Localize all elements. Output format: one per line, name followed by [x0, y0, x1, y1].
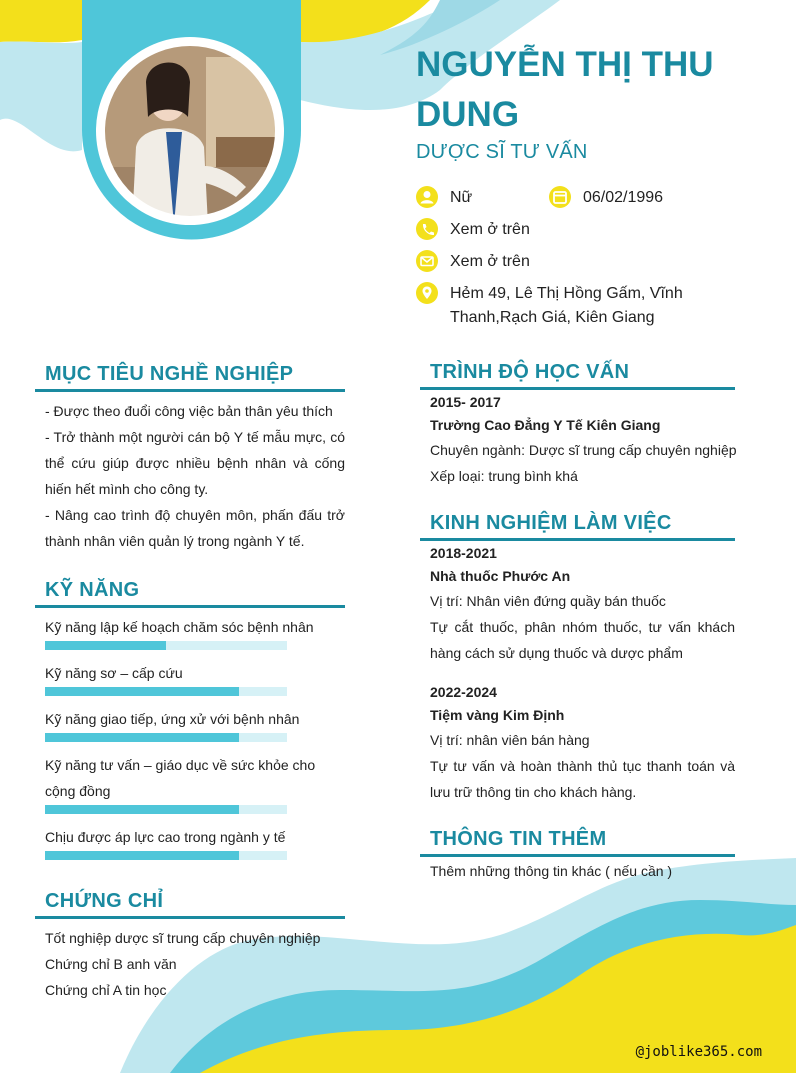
top-yellow-wave	[0, 0, 82, 42]
skill-bar-fill	[45, 733, 239, 742]
skill-bar-fill	[45, 687, 239, 696]
skill-label: Chịu được áp lực cao trong ngành y tế	[45, 829, 286, 845]
objective-title: MỤC TIÊU NGHỀ NGHIỆP	[45, 363, 294, 385]
certificate-item: Chứng chỉ B anh văn	[45, 956, 177, 972]
objective-line: - Nâng cao trình độ chuyên môn, phấn đấu trở thành nhân viên quản lý trong ngành Y tế.	[45, 507, 345, 549]
profile-photo	[96, 37, 284, 225]
job-position: Vị trí: Nhân viên đứng quầy bán thuốc	[430, 593, 666, 609]
job-company: Nhà thuốc Phước An	[430, 568, 571, 584]
extra-title: THÔNG TIN THÊM	[430, 828, 607, 850]
extra-text: Thêm những thông tin khác ( nếu cần )	[430, 863, 673, 879]
objective-line: - Được theo đuổi công việc bản thân yêu thích	[45, 403, 333, 419]
education-period: 2015- 2017	[430, 394, 501, 410]
skills-divider	[35, 605, 345, 608]
skill-bar-fill	[45, 851, 239, 860]
email-icon	[416, 250, 438, 272]
skill-bar	[45, 641, 287, 650]
skill-label: Kỹ năng tư vấn – giáo dục về sức khỏe cho cộng đồng	[45, 757, 316, 799]
email-value: Xem ở trên	[450, 253, 530, 270]
top-lightblue-wave	[0, 42, 82, 152]
skill-label: Kỹ năng lập kế hoạch chăm sóc bệnh nhân	[45, 619, 314, 635]
education-school: Trường Cao Đẳng Y Tế Kiên Giang	[430, 417, 661, 433]
calendar-icon	[549, 186, 571, 208]
job-company: Tiệm vàng Kim Định	[430, 707, 565, 723]
certificate-item: Chứng chỉ A tin học	[45, 982, 167, 998]
phone-icon	[416, 218, 438, 240]
skills-title: KỸ NĂNG	[45, 579, 140, 601]
skill-bar	[45, 687, 287, 696]
extra-divider	[420, 854, 735, 857]
objective-list	[45, 398, 345, 554]
education-grade: Xếp loại: trung bình khá	[430, 468, 578, 484]
phone-value: Xem ở trên	[450, 221, 530, 238]
job-period: 2022-2024	[430, 684, 497, 700]
user-icon	[416, 186, 438, 208]
job-position: Vị trí: nhân viên bán hàng	[430, 732, 590, 748]
candidate-name: NGUYỄN THỊ THU DUNG	[416, 45, 714, 134]
skill-bar	[45, 805, 287, 814]
objective-line: - Trở thành một người cán bộ Y tế mẫu mực, có thể cứu giúp được nhiều bệnh nhân và cống hiến hết mình cho công ty.	[45, 429, 345, 497]
skill-label: Kỹ năng giao tiếp, ứng xử với bệnh nhân	[45, 711, 300, 727]
experience-title: KINH NGHIỆM LÀM VIỆC	[430, 512, 672, 534]
certificates-divider	[35, 916, 345, 919]
skill-bar-fill	[45, 805, 239, 814]
skill-bar	[45, 851, 287, 860]
job-description: Tự tư vấn và hoàn thành thủ tục thanh toán và lưu trữ thông tin cho khách hàng.	[430, 758, 735, 800]
avatar	[96, 37, 284, 225]
education-title: TRÌNH ĐỘ HỌC VẤN	[430, 361, 630, 383]
skill-label: Kỹ năng sơ – cấp cứu	[45, 665, 183, 681]
job-title: DƯỢC SĨ TƯ VẤN	[416, 141, 588, 163]
objective-divider	[35, 389, 345, 392]
watermark: @joblike365.com	[635, 1044, 762, 1060]
certificates-list	[45, 925, 345, 1003]
education-major: Chuyên ngành: Dược sĩ trung cấp chuyên nghiệp	[430, 442, 737, 458]
gender-value: Nữ	[450, 189, 473, 206]
birthday-value: 06/02/1996	[583, 189, 664, 206]
certificates-title: CHỨNG CHỈ	[45, 890, 164, 912]
job-period: 2018-2021	[430, 545, 497, 561]
skill-bar-fill	[45, 641, 166, 650]
address-value: Hẻm 49, Lê Thị Hồng Gấm, Vĩnh Thanh,Rạch Giá, Kiên Giang	[450, 285, 683, 326]
job-description: Tự cắt thuốc, phân nhóm thuốc, tư vấn khách hàng cách sử dụng thuốc và dược phẩm	[430, 619, 735, 661]
location-icon	[416, 282, 438, 304]
certificate-item: Tốt nghiệp dược sĩ trung cấp chuyên nghiệp	[45, 930, 321, 946]
skill-bar	[45, 733, 287, 742]
